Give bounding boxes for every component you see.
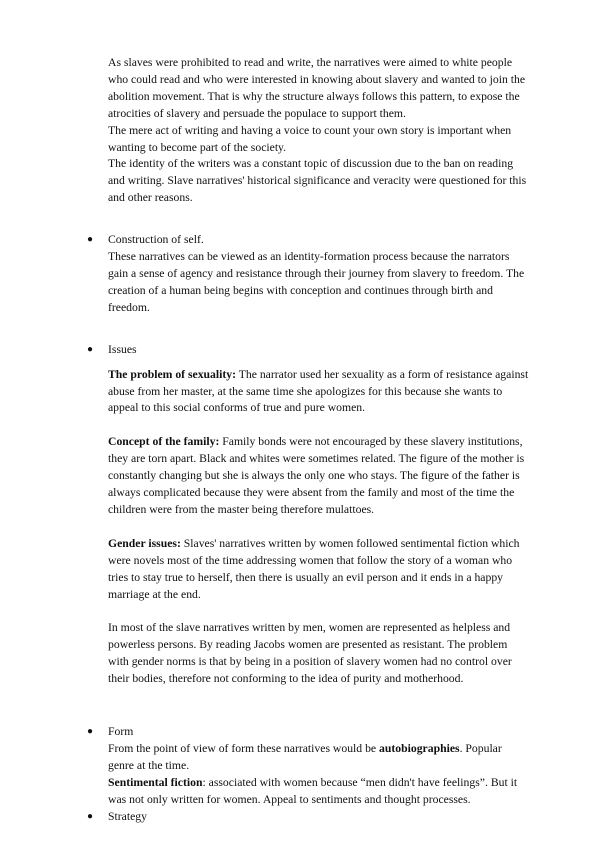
family-paragraph [108,434,530,519]
gender-label: Gender issues: [108,536,181,550]
gender-text: Slaves' narratives written by women followed sentimental fiction which were novels most of the time addressing women that follow the story of a woman who tries to stay true to herself, then there is usually an evil person and it ends in a happy marriage at the end. [108,536,520,601]
bullet-icon: ● [87,343,94,355]
form-paragraph [108,741,530,775]
bullet-icon: ● [87,234,94,246]
intro-paragraph-2: The mere act of writing and having a voice to count your own story is important when wanting to become part of the society. [108,123,512,154]
bullet-strategy [87,809,530,826]
sentimental-text: : associated with women because “men didn't have feelings”. But it was not only written for women. Appeal to sentiments and thought processes. [108,775,518,806]
bullet-construction-of-self [87,232,530,317]
issues-heading: Issues [108,342,137,356]
form-heading: Form [108,725,134,739]
self-paragraph: These narratives can be viewed as an identity-formation process because the narrators gain a sense of agency and resistance through their journey from slavery to freedom. The creation of a human being begins with conception and continues through birth and freedom. [108,250,525,314]
sentimental-paragraph [108,775,530,809]
bullet-issues [87,342,530,359]
sexuality-paragraph [108,367,530,418]
gender-paragraph [108,536,530,604]
men-narratives-paragraph: In most of the slave narratives written by men, women are represented as helpless and powerless persons. By reading Jacobs women are presented as resistant. The problem with gender norms is that by being in a position of slavery women had no control over their bodies, therefore not conforming to the idea of purity and motherhood. [108,621,512,686]
strategy-heading: Strategy [108,809,147,823]
family-label: Concept of the family: [108,435,220,449]
form-bold-term: autobiographies [379,742,460,755]
intro-paragraph-3: The identity of the writers was a constant topic of discussion due to the ban on reading and writing. Slave narratives' historical significance and veracity were questioned for this and other reasons. [108,157,527,205]
document-body [87,55,530,826]
sentimental-label: Sentimental fiction [108,775,203,789]
bullet-form [87,724,530,809]
family-text: Family bonds were not encouraged by these slavery institutions, they are torn apart. Black and whites were sometimes related. The figure of the mother is constantly changing but she is always the only one who stays. The figure of the father is always complicated because they were absent from the family and most of the time the children were from the master being therefore mulattoes. [108,435,525,516]
form-text-after: . Popular genre at the time. [108,742,502,772]
bullet-icon: ● [87,810,94,822]
sexuality-text: The narrator used her sexuality as a form of resistance against abuse from her master, at the same time she apologizes for this because she wants to appeal to this social conforms of true and pure women. [108,367,529,415]
self-heading: Construction of self. [108,233,204,247]
sexuality-label: The problem of sexuality: [108,367,237,381]
intro-paragraph-1: As slaves were prohibited to read and write, the narratives were aimed to white people who could read and who were interested in knowing about slavery and wanted to join the abolition movement. That is why the structure always follows this pattern, to expose the atrocities of slavery and persuade the populace to support them. [108,56,526,120]
bullet-icon: ● [87,726,94,738]
form-text-before: From the point of view of form these narratives would be [108,742,380,755]
